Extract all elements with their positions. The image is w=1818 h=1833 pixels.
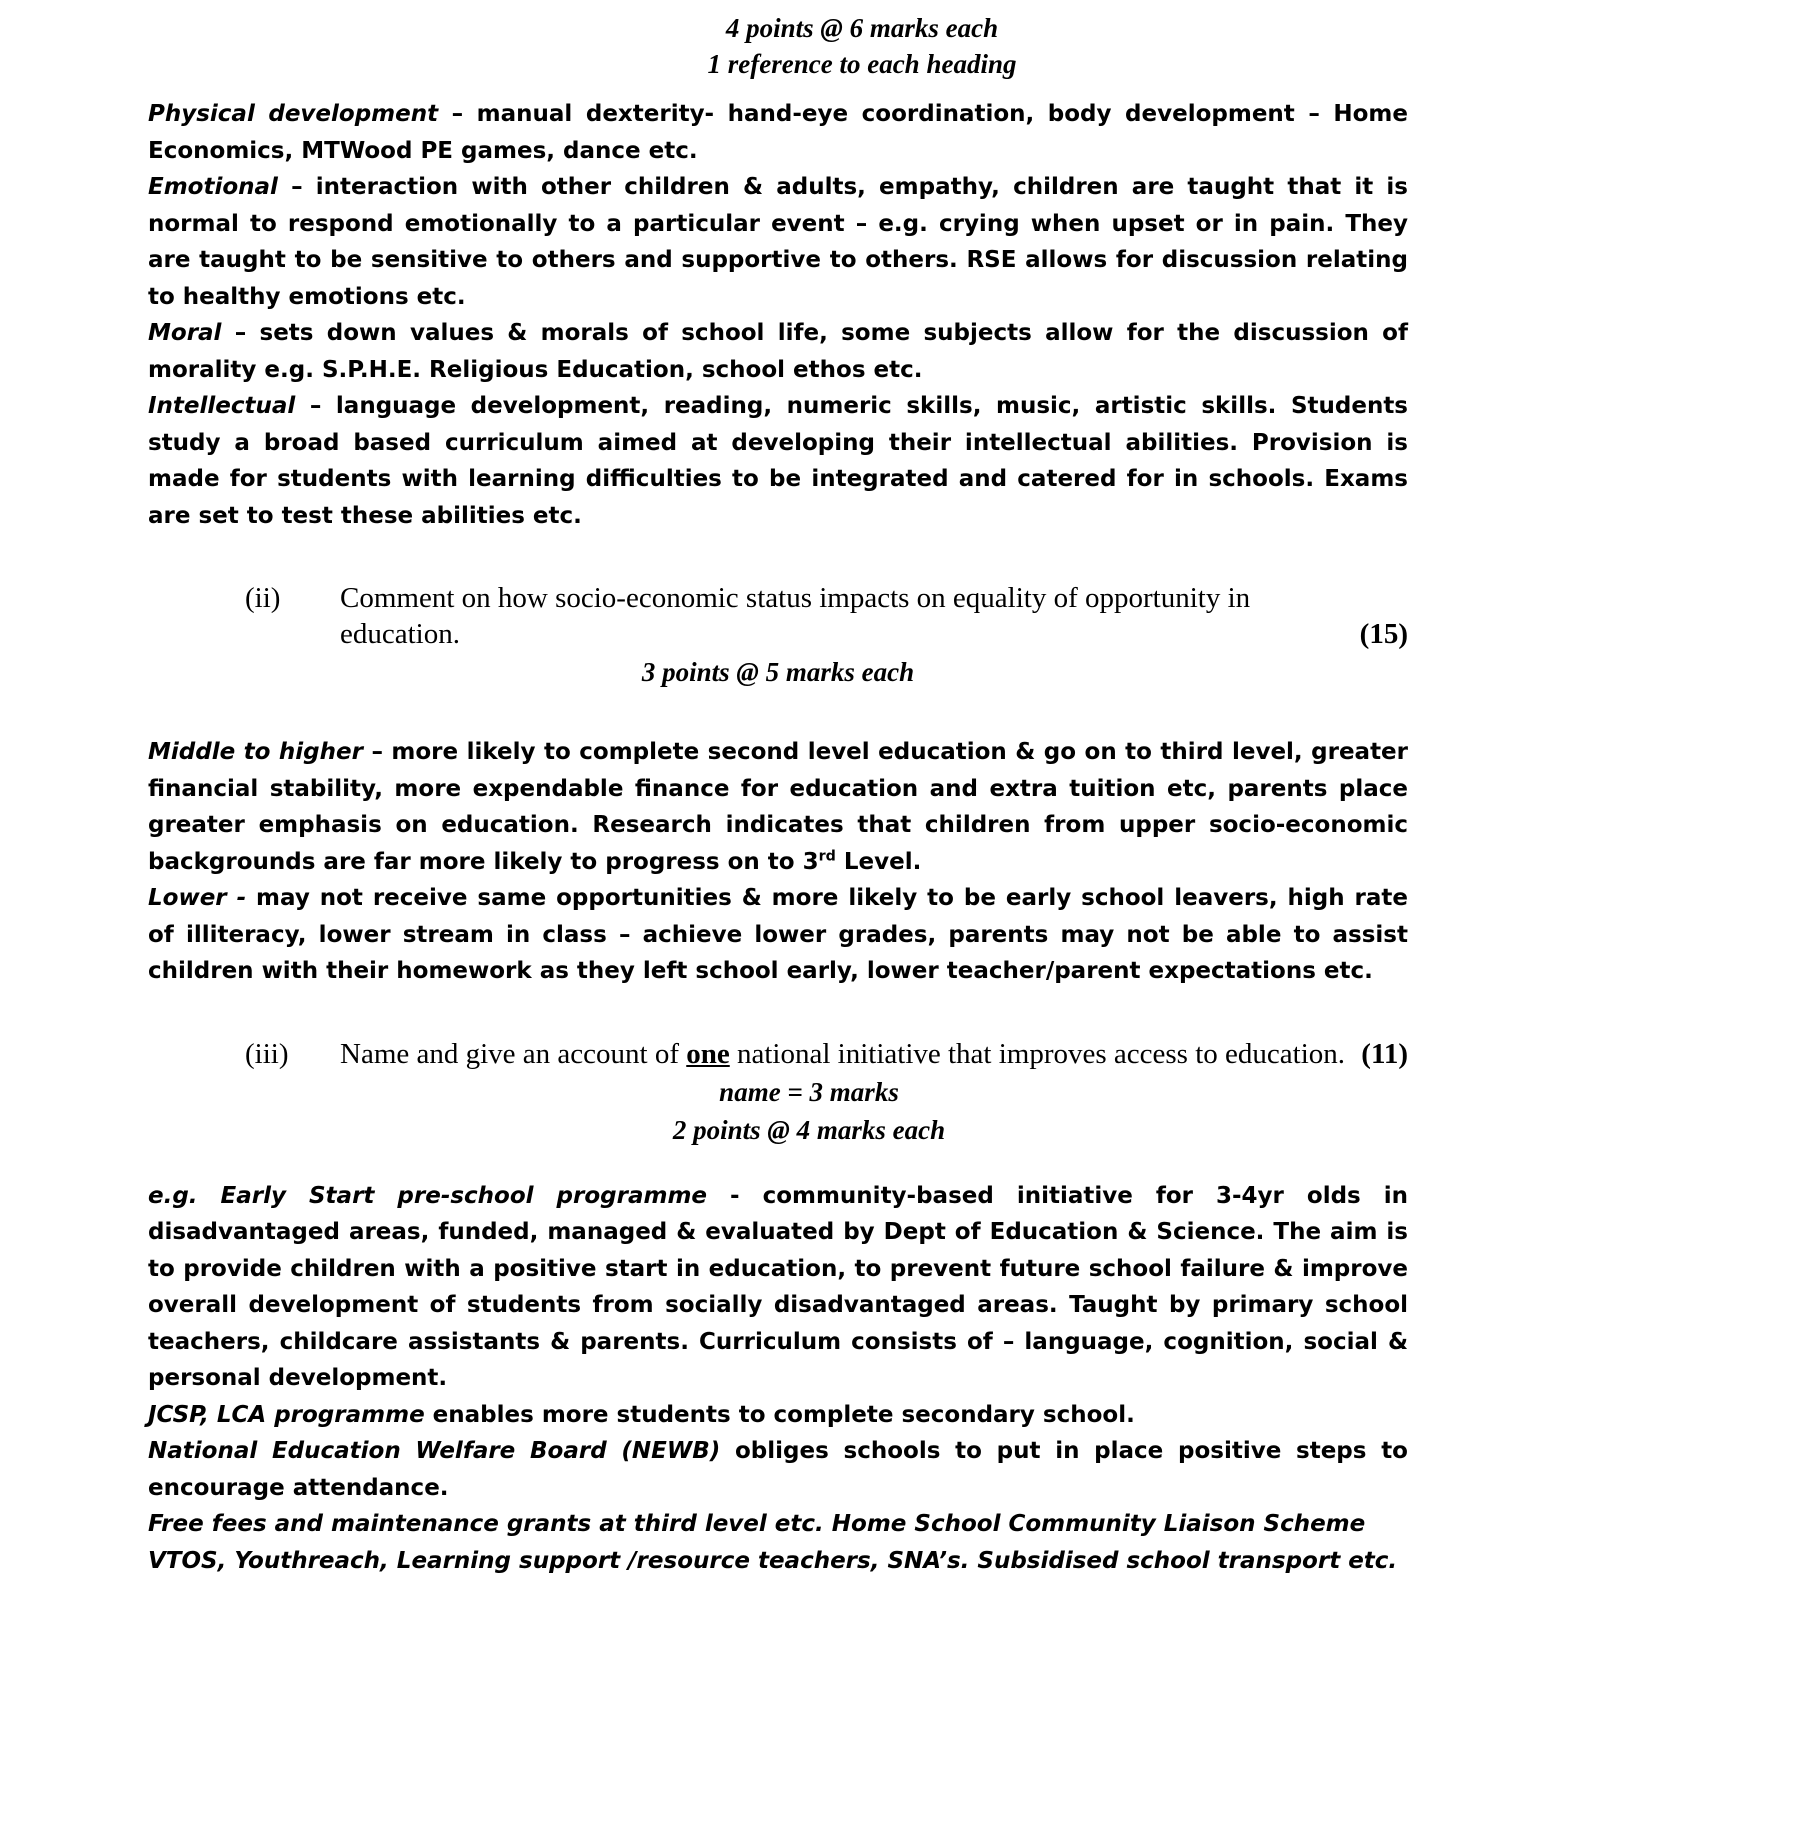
marks-header-line2: 1 reference to each heading <box>707 49 1017 79</box>
question-iii-text-before: Name and give an account of <box>340 1037 687 1070</box>
answer-text-newb: obliges schools to put in place positive steps to encourage attendance. <box>148 1438 1408 1501</box>
question-ii <box>148 580 1408 652</box>
question-iii-number: (iii) <box>245 1037 289 1070</box>
marking-scheme-page <box>148 0 1408 1579</box>
question-iii-scheme-points: 2 points @ 4 marks each <box>672 1114 946 1145</box>
question-iii-emphasis-one: one <box>686 1037 730 1070</box>
term-newb: National Education Welfare Board (NEWB) <box>148 1438 721 1464</box>
question-ii-text: Comment on how socio-economic status impacts on equality of opportunity in education. <box>340 582 1251 650</box>
answer-paragraph-free-fees-line1: Free fees and maintenance grants at third level etc. Home School Community Liaison Scheme <box>148 1511 1366 1537</box>
answer-paragraph-newb <box>148 1433 1408 1506</box>
answer-text-lower: may not receive same opportunities & more likely to be early school leavers, high rate of illiteracy, lower stream in class – achieve lower grades, parents may not be able to assist children with their homework as they left school early, lower teacher/parent expectations etc. <box>148 885 1408 984</box>
answer-text-early-start: - community-based initiative for 3-4yr olds in disadvantaged areas, funded, managed & evaluated by Dept of Education & Science. The aim is to provide children with a positive start in education, to prevent future school failure & improve overall development of students from socially disadvantaged areas. Taught by primary school teachers, childcare assistants & parents. Curriculum consists of – language, cognition, social & personal development. <box>148 1182 1408 1391</box>
question-ii-scheme: 3 points @ 5 marks each <box>641 657 915 687</box>
answer-paragraph-physical <box>148 96 1408 169</box>
question-ii-number: (ii) <box>245 582 281 614</box>
ordinal-suffix: rd <box>818 847 836 864</box>
term-jcsp-lca: JCSP, LCA programme <box>148 1401 425 1428</box>
answer-paragraph-moral <box>148 315 1408 388</box>
answer-section-development <box>148 96 1408 534</box>
term-physical-development: Physical development <box>148 101 439 127</box>
term-early-start-programme: e.g. Early Start pre-school programme <box>148 1182 708 1209</box>
answer-text-moral: – sets down values & morals of school life, some subjects allow for the discussion of morality e.g. S.P.H.E. Religious Education, school ethos etc. <box>148 320 1408 383</box>
answer-text-jcsp: enables more students to complete secondary school. <box>424 1401 1135 1428</box>
answer-section-initiatives <box>148 1178 1408 1580</box>
answer-paragraph-free-fees-line2: VTOS, Youthreach, Learning support /resource teachers, SNA’s. Subsidised school transport etc. <box>148 1547 1398 1574</box>
term-lower: Lower - <box>148 885 247 911</box>
answer-text-intellectual: – language development, reading, numeric skills, music, artistic skills. Students study a broad based curriculum aimed at developing their intellectual abilities. Provision is made for students with learning difficulties to be integrated and catered for in schools. Exams are set to test these abilities etc. <box>148 393 1408 529</box>
answer-section-socioeconomic <box>148 734 1408 990</box>
marks-header <box>316 10 1408 82</box>
term-middle-to-higher: Middle to higher <box>148 739 363 765</box>
question-iii <box>148 1036 1408 1072</box>
answer-text-middle-higher: – more likely to complete second level education & go on to third level, greater financial stability, more expendable finance for education and extra tuition etc, parents place greater emphasis on education. Research indicates that children from upper socio-economic backgrounds are far more likely to progress on to 3 <box>148 739 1408 875</box>
marks-header-line1: 4 points @ 6 marks each <box>725 13 999 43</box>
answer-text-emotional: – interaction with other children & adults, empathy, children are taught that it is normal to respond emotionally to a particular event – e.g. crying when upset or in pain. They are taught to be sensitive to others and supportive to others. RSE allows for discussion relating to healthy emotions etc. <box>148 174 1408 310</box>
term-moral: Moral <box>148 320 222 346</box>
answer-paragraph-intellectual <box>148 388 1408 534</box>
answer-paragraph-jcsp <box>148 1397 1408 1434</box>
answer-text-middle-higher-end: Level. <box>835 848 922 875</box>
question-iii-scheme-name: name = 3 marks <box>719 1076 899 1107</box>
answer-paragraph-middle-higher <box>148 734 1408 880</box>
answer-text-physical: – manual dexterity- hand-eye coordination, body development – Home Economics, MTWood PE games, dance etc. <box>148 101 1408 164</box>
answer-paragraph-lower <box>148 880 1408 990</box>
answer-paragraph-early-start <box>148 1178 1408 1397</box>
term-emotional: Emotional <box>148 174 278 200</box>
term-intellectual: Intellectual <box>148 393 296 419</box>
question-ii-marks: (15) <box>1359 618 1408 650</box>
question-iii-marks: (11) <box>1361 1037 1408 1070</box>
answer-paragraph-emotional <box>148 169 1408 315</box>
question-iii-text <box>340 1036 1345 1072</box>
question-iii-text-after: national initiative that improves access to education. <box>729 1037 1346 1070</box>
